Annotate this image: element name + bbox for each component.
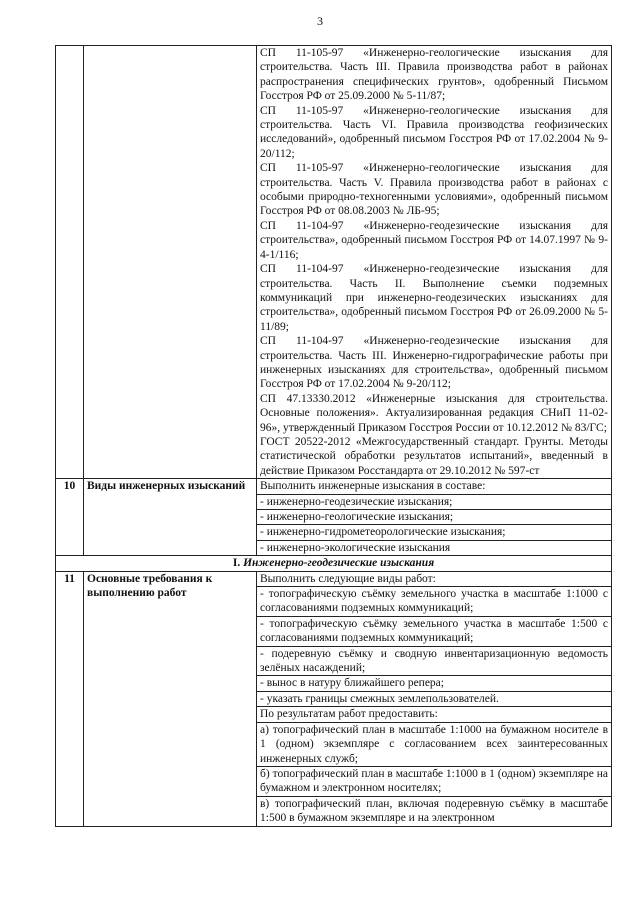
standards-cell (257, 46, 612, 479)
survey-types-cell (257, 479, 612, 556)
requirement-item: - подеревную съёмку и сводную инвентаризационную ведомость зелёных насаждений; (257, 647, 611, 677)
section-header-row (56, 556, 612, 571)
standard-item: СП 11-104-97 «Инженерно-геодезические изыскания для строительства», одобренный письмом Госстроя РФ от 14.07.1997 № 9-4-1/116; (260, 219, 608, 261)
list-item: Выполнить инженерные изыскания в составе: (257, 479, 611, 494)
standard-item: ГОСТ 20522-2012 «Межгосударственный стандарт. Грунты. Методы статистической обработки результатов испытаний», введенный в действие Приказом Росстандарта от 29.10.2012 № 597-ст (260, 435, 608, 477)
row-title: Основные требования к выполнению работ (84, 571, 257, 826)
table-row-11 (56, 571, 612, 826)
row-number: 10 (56, 479, 84, 556)
section-roman-numeral: I. (232, 557, 241, 570)
table-row-10 (56, 479, 612, 556)
standard-item: СП 11-105-97 «Инженерно-геологические изыскания для строительства. Часть VI. Правила производства геофизических исследований», одобренный письмом Госстроя РФ от 17.02.2004 № 9-20/112; (260, 104, 608, 160)
requirement-item: - вынос в натуру ближайшего репера; (257, 676, 611, 691)
row-number: 11 (56, 571, 84, 826)
standard-item: СП 11-104-97 «Инженерно-геодезические изыскания для строительства. Часть III. Инженерно-гидрографические работы при инженерных изысканиях для строительства», одобренный письмом Госстроя РФ от 17.02.2004 № 9-20/112; (260, 335, 608, 391)
requirement-item: Выполнить следующие виды работ: (257, 572, 611, 587)
standard-item: СП 11-105-97 «Инженерно-геологические изыскания для строительства. Часть V. Правила производства работ в районах с особыми природно-техногенными условиями», одобренный письмом Госстроя РФ от 08.08.2003 № ЛБ-95; (260, 162, 608, 218)
row-number-cell (56, 46, 84, 479)
work-requirements-cell (257, 571, 612, 826)
requirement-item: в) топографический план, включая подеревную съёмку в масштабе 1:500 в бумажном экземпляре и на электронном (260, 797, 608, 825)
section-title: Инженерно-геодезические изыскания (243, 557, 435, 570)
requirement-item: - топографическую съёмку земельного участка в масштабе 1:500 с согласованиями подземных коммуникаций; (257, 617, 611, 647)
requirement-item: б) топографический план в масштабе 1:1000 в 1 (одном) экземпляре на бумажном и электронном носителях; (257, 767, 611, 797)
section-heading (56, 556, 612, 571)
requirement-item: - указать границы смежных землепользователей. (257, 692, 611, 707)
table-row-continued (56, 46, 612, 479)
list-item: - инженерно-геодезические изыскания; (257, 495, 611, 510)
row-title: Виды инженерных изысканий (84, 479, 257, 556)
page-number: 3 (317, 14, 323, 28)
list-item: - инженерно-гидрометеорологические изыскания; (257, 525, 611, 540)
standard-item: СП 11-104-97 «Инженерно-геодезические изыскания для строительства. Часть II. Выполнение съемки подземных коммуникаций при инженерно-геодезических изысканиях для строительства», одобренный письмом Госстроя РФ от 26.09.2000 № 5-11/89; (260, 263, 608, 333)
requirement-item: а) топографический план в масштабе 1:1000 на бумажном носителе в 1 (одном) экземпляре с согласованием всех заинтересованных инженерных служб; (257, 723, 611, 767)
standard-item: СП 47.13330.2012 «Инженерные изыскания для строительства. Основные положения». Актуализированная редакция СНиП 11-02-96», утвержденный Приказом Госстроя России от 10.12.2012 № 83/ГС; (260, 392, 608, 434)
row-name-cell (84, 46, 257, 479)
list-item: - инженерно-экологические изыскания (260, 541, 451, 554)
requirement-item: - топографическую съёмку земельного участка в масштабе 1:1000 с согласованиями подземных коммуникаций; (257, 587, 611, 617)
requirements-table (55, 45, 612, 827)
requirement-item: По результатам работ предоставить: (257, 707, 611, 722)
list-item: - инженерно-геологические изыскания; (257, 510, 611, 525)
standard-item: СП 11-105-97 «Инженерно-геологические изыскания для строительства. Часть III. Правила производства работ в районах распространения специфических грунтов», одобренный Письмом Госстроя РФ от 25.09.2000 № 5-11/87; (260, 47, 608, 103)
